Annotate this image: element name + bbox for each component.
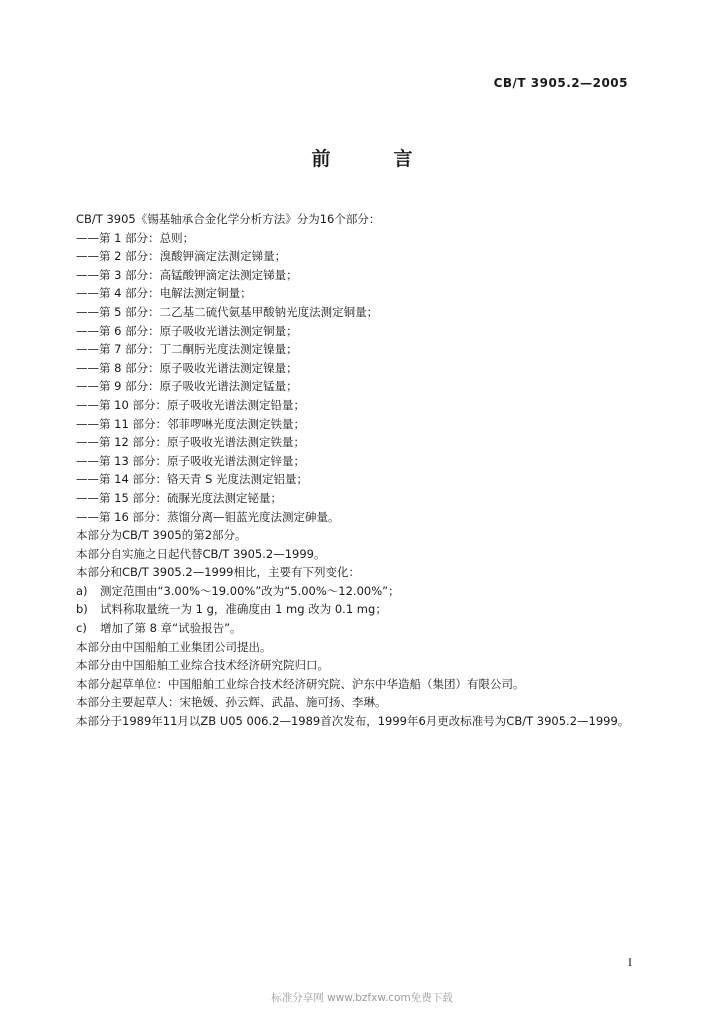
change-item	[76, 600, 676, 619]
page-title: 前 言	[311, 148, 435, 170]
part-item: ——第 9 部分：原子吸收光谱法测定锰量；	[76, 379, 298, 394]
change-item-text: 试料称取量统一为 1 g，准确度由 1 mg 改为 0.1 mg；	[100, 602, 387, 617]
part-item: ——第 1 部分：总则；	[76, 230, 195, 245]
part-item: ——第 11 部分：邻菲啰啉光度法测定铁量；	[76, 416, 305, 431]
part-item: ——第 15 部分：硫脲光度法测定铋量；	[76, 490, 282, 505]
changes-intro-paragraph: 本部分和CB/T 3905.2—1999相比，主要有下列变化：	[76, 565, 360, 580]
drafters-paragraph: 本部分主要起草人：宋艳媛、孙云辉、武晶、施可扬、李琳。	[76, 695, 387, 710]
part-item: ——第 8 部分：原子吸收光谱法测定镍量；	[76, 360, 298, 375]
part-item: ——第 10 部分：原子吸收光谱法测定铅量；	[76, 397, 305, 412]
download-watermark: 标准分享网 www.bzfxw.com免费下载	[271, 992, 453, 1004]
changes-list	[76, 582, 676, 638]
part-item: ——第 7 部分：丁二酮肟光度法测定镍量；	[76, 342, 298, 357]
part-item: ——第 12 部分：原子吸收光谱法测定铁量；	[76, 435, 305, 450]
proposed-by-paragraph: 本部分由中国船舶工业集团公司提出。	[76, 639, 272, 654]
change-item-mark: c)	[76, 621, 87, 636]
change-item-text: 增加了第 8 章“试验报告”。	[100, 621, 242, 636]
change-item-mark: a)	[76, 583, 88, 598]
centralized-by-paragraph: 本部分由中国船舶工业综合技术经济研究院归口。	[76, 658, 329, 673]
standard-code: CB/T 3905.2—2005	[493, 76, 628, 90]
change-item-mark: b)	[76, 602, 88, 617]
drafting-units-paragraph: 本部分起草单位：中国船舶工业综合技术经济研究院、沪东中华造船（集团）有限公司。	[76, 676, 525, 691]
part-item: ——第 6 部分：原子吸收光谱法测定铜量；	[76, 323, 298, 338]
part-item: ——第 13 部分：原子吸收光谱法测定锌量；	[76, 453, 305, 468]
change-item	[76, 619, 676, 638]
intro-paragraph: CB/T 3905《锡基轴承合金化学分析方法》分为16个部分：	[76, 212, 381, 226]
part-item: ——第 3 部分：高锰酸钾滴定法测定锑量；	[76, 267, 298, 282]
foreword-body	[76, 210, 676, 731]
change-item-text: 测定范围由“3.00%～19.00%”改为“5.00%～12.00%”；	[100, 583, 400, 598]
part-item: ——第 4 部分：电解法测定铜量；	[76, 286, 252, 301]
part-item: ——第 5 部分：二乙基二硫代氨基甲酸钠光度法测定铜量；	[76, 304, 379, 319]
replaces-paragraph: 本部分自实施之日起代替CB/T 3905.2—1999。	[76, 546, 326, 561]
part-item: ——第 2 部分：溴酸钾滴定法测定锑量；	[76, 249, 287, 264]
page-number: I	[628, 955, 632, 969]
part-item: ——第 16 部分：蒸馏分离—钼蓝光度法测定砷量。	[76, 509, 340, 524]
history-paragraph: 本部分于1989年11月以ZB U05 006.2—1989首次发布，1999年6月更改标准号为CB/T 3905.2—1999。	[76, 714, 630, 729]
parts-list	[76, 229, 676, 527]
part-item: ——第 14 部分：铬天青 S 光度法测定铝量；	[76, 472, 309, 487]
part-of-paragraph: 本部分为CB/T 3905的第2部分。	[76, 528, 247, 543]
change-item	[76, 582, 676, 601]
